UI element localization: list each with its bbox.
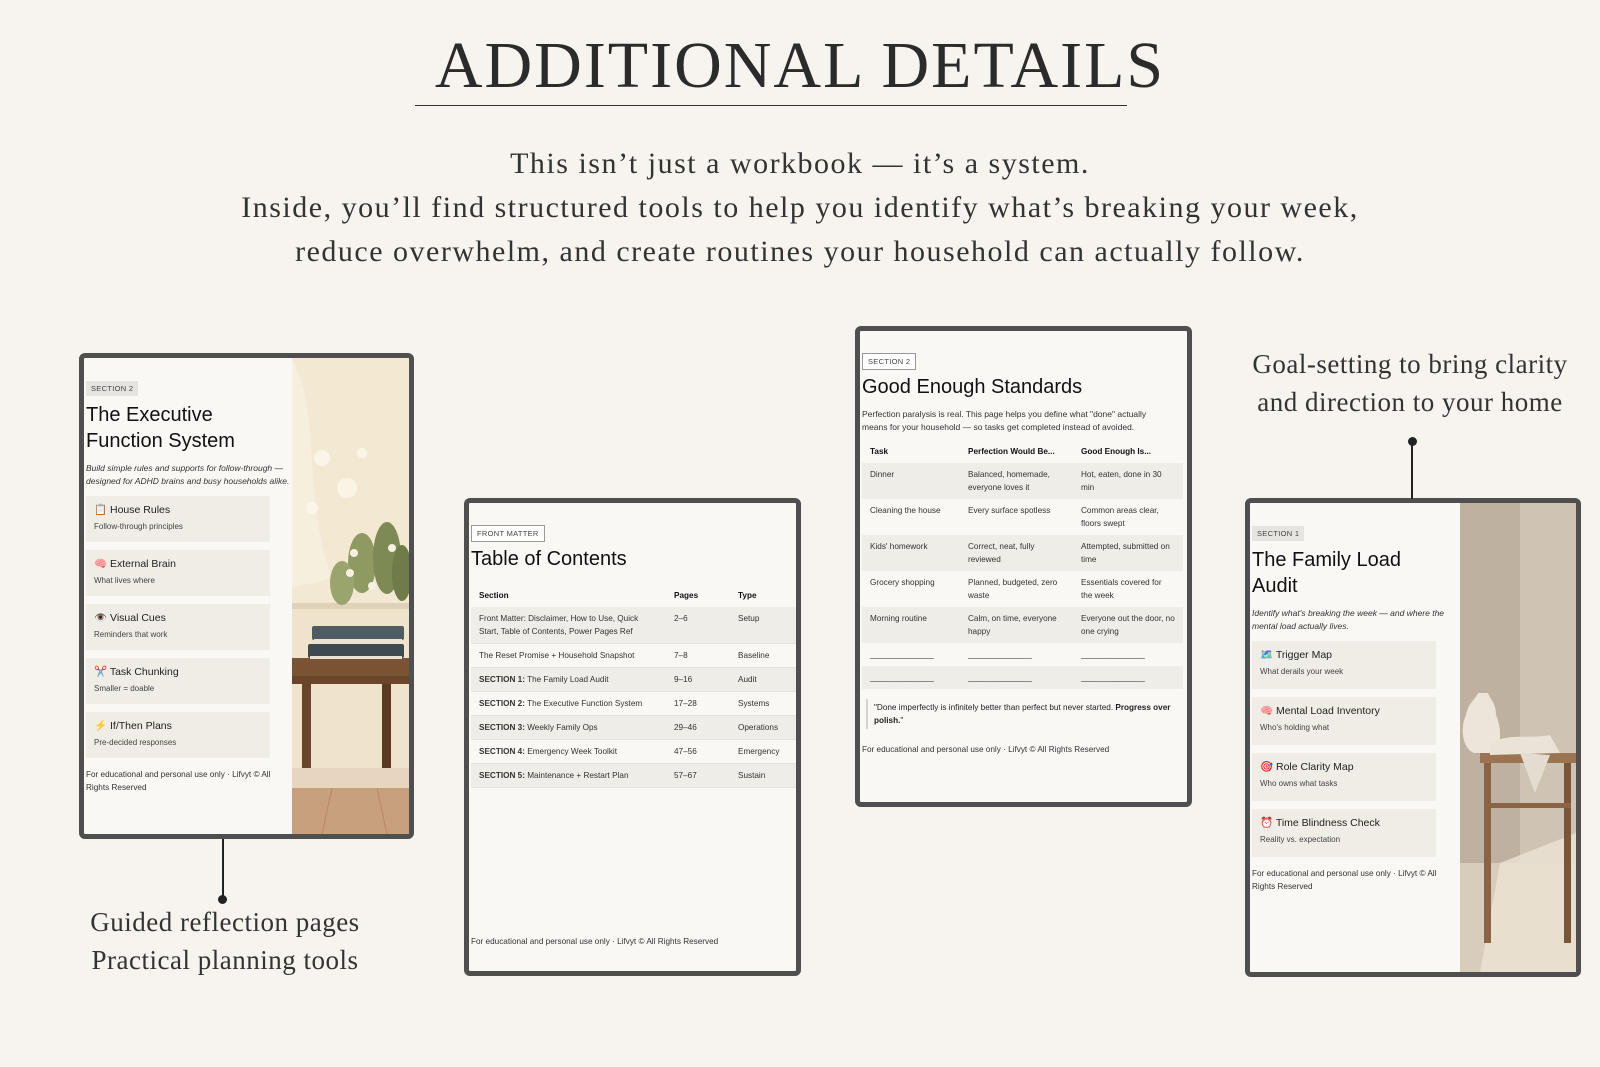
card-footer: For educational and personal use only · Lifvyt © All Rights Reserved: [86, 770, 271, 792]
item-sub: What derails your week: [1260, 667, 1344, 676]
item-label: Role Clarity Map: [1276, 761, 1354, 773]
item-label: House Rules: [110, 504, 171, 516]
table-row: [862, 535, 1183, 571]
row-task: Morning routine: [862, 607, 960, 643]
quote-text: "Done imperfectly is infinitely better than perfect but never started.: [874, 703, 1114, 712]
row-pages: 2–6: [666, 607, 730, 644]
table-row: [862, 571, 1183, 607]
row-prefix: SECTION 3:: [479, 723, 525, 732]
row-pages: 57–67: [666, 764, 730, 788]
target-icon: 🎯: [1260, 761, 1274, 773]
alarm-clock-icon: ⏰: [1260, 817, 1274, 829]
row-perfection: Every surface spotless: [968, 506, 1051, 515]
blank-cell[interactable]: ______________: [1073, 666, 1183, 689]
intro-line-1: This isn’t just a workbook — it’s a system.: [510, 147, 1090, 180]
card-footer: For educational and personal use only · Lifvyt © All Rights Reserved: [1252, 869, 1437, 891]
row-type: Baseline: [730, 644, 796, 668]
list-item[interactable]: [86, 658, 270, 704]
col-header-task: Task: [870, 447, 889, 456]
table-row-blank: [862, 643, 1183, 666]
page-title: ADDITIONAL DETAILS: [434, 29, 1166, 102]
row-section: Maintenance + Restart Plan: [524, 771, 629, 780]
item-sub: Reality vs. expectation: [1260, 835, 1341, 844]
standards-table: [862, 440, 1183, 689]
section-tag: FRONT MATTER: [471, 525, 545, 542]
row-type: Operations: [730, 716, 796, 740]
caption-left-line-1: Guided reflection pages: [90, 907, 360, 937]
eye-icon: 👁️: [94, 612, 108, 624]
row-section: The Executive Function System: [524, 699, 643, 708]
item-sub: Follow-through principles: [94, 522, 183, 531]
toc-table: [471, 584, 796, 788]
row-good-enough: Hot, eaten, done in 30 min: [1073, 463, 1183, 499]
table-row: [862, 607, 1183, 643]
card-table-of-contents: [464, 498, 801, 976]
blank-cell[interactable]: ______________: [960, 666, 1073, 689]
card-executive-function: [79, 353, 414, 839]
card-description: Identify what's breaking the week — and where the mental load actually lives.: [1252, 608, 1445, 631]
quote-block: [866, 699, 1183, 729]
item-list: [86, 496, 270, 758]
list-item[interactable]: [86, 496, 270, 542]
item-label: If/Then Plans: [110, 720, 172, 732]
card-title-line-2: Function System: [86, 430, 235, 452]
card-title: [86, 402, 292, 454]
card-content: [84, 358, 292, 834]
card-title: Table of Contents: [471, 548, 627, 570]
row-perfection: Calm, on time, everyone happy: [960, 607, 1073, 643]
section-tag: SECTION 2: [862, 353, 916, 370]
table-row: [471, 607, 796, 644]
caption-left-line-2: Practical planning tools: [91, 945, 359, 975]
row-pages: 17–28: [666, 692, 730, 716]
list-item[interactable]: [86, 604, 270, 650]
blank-cell[interactable]: ______________: [1081, 650, 1145, 659]
card-footer: For educational and personal use only · Lifvyt © All Rights Reserved: [471, 937, 719, 946]
row-good-enough: Common areas clear, floors swept: [1081, 506, 1159, 528]
brain-icon: 🧠: [1260, 705, 1274, 717]
item-sub: What lives where: [94, 576, 155, 585]
list-item[interactable]: [86, 712, 270, 758]
row-perfection: Planned, budgeted, zero waste: [968, 578, 1058, 600]
row-perfection: Correct, neat, fully reviewed: [960, 535, 1073, 571]
col-header-type: Type: [738, 591, 757, 600]
card-title: [1252, 547, 1460, 599]
card-content: [469, 503, 796, 788]
row-pages: 47–56: [666, 740, 730, 764]
card-title-line-1: The Family Load: [1252, 549, 1401, 571]
col-header-good-enough: Good Enough Is...: [1081, 447, 1152, 456]
card-description: Perfection paralysis is real. This page helps you define what "done" actually means for your household — so tasks get completed instead of avoided.: [862, 409, 1147, 432]
row-type: Emergency: [730, 740, 796, 764]
list-item[interactable]: [1252, 753, 1436, 801]
card-content: [860, 331, 1187, 756]
row-task: Grocery shopping: [870, 578, 935, 587]
blank-cell[interactable]: ______________: [870, 650, 934, 659]
card-good-enough-standards: [855, 326, 1192, 807]
row-section: The Reset Promise + Household Snapshot: [479, 651, 635, 660]
map-icon: 🗺️: [1260, 649, 1274, 661]
col-header-pages: Pages: [674, 591, 699, 600]
caption-right-line-2: and direction to your home: [1257, 387, 1563, 417]
table-row: [471, 740, 796, 764]
blank-cell[interactable]: ______________: [862, 666, 960, 689]
item-label: External Brain: [110, 558, 176, 570]
title-underline: [415, 105, 1127, 106]
row-type: Sustain: [730, 764, 796, 788]
section-tag: SECTION 1: [1252, 526, 1304, 541]
row-prefix: SECTION 4:: [479, 747, 525, 756]
col-header-perfection: Perfection Would Be...: [968, 447, 1055, 456]
col-header-section: Section: [479, 591, 509, 600]
quote-emphasis: Progress over polish.: [874, 703, 1171, 725]
card-title-line-1: The Executive: [86, 404, 213, 426]
row-type: Systems: [730, 692, 796, 716]
plant-books-illustration: [292, 358, 409, 834]
table-row: [471, 692, 796, 716]
item-sub: Who owns what tasks: [1260, 779, 1338, 788]
table-row: [471, 716, 796, 740]
row-good-enough: Attempted, submitted on time: [1073, 535, 1183, 571]
table-header-row: [862, 440, 1183, 463]
row-perfection: Balanced, homemade, everyone loves it: [960, 463, 1073, 499]
list-item[interactable]: [1252, 697, 1436, 745]
card-footer: For educational and personal use only · Lifvyt © All Rights Reserved: [862, 745, 1110, 754]
caption-left: [60, 903, 390, 979]
quote-end: ": [900, 716, 904, 725]
table-row: [862, 499, 1183, 535]
row-type: Audit: [730, 668, 796, 692]
card-family-load-audit: [1245, 498, 1581, 977]
item-label: Trigger Map: [1275, 649, 1333, 661]
row-section: Emergency Week Toolkit: [524, 747, 618, 756]
caption-right: [1230, 345, 1590, 421]
brain-icon: 🧠: [94, 558, 108, 570]
row-pages: 9–16: [666, 668, 730, 692]
caption-right-line-1: Goal-setting to bring clarity: [1252, 349, 1568, 379]
row-section: Weekly Family Ops: [524, 723, 598, 732]
lightning-icon: ⚡: [94, 720, 108, 732]
row-good-enough: Everyone out the door, no one crying: [1073, 607, 1183, 643]
row-task: Kids' homework: [862, 535, 960, 571]
connector-line-right: [1411, 441, 1413, 499]
table-row: [471, 644, 796, 668]
table-row: [471, 764, 796, 788]
table-row: [471, 668, 796, 692]
item-label: Time Blindness Check: [1275, 817, 1380, 829]
table-row: [862, 463, 1183, 499]
blank-cell[interactable]: ______________: [968, 650, 1032, 659]
scissors-icon: ✂️: [94, 666, 108, 678]
table-header-row: [471, 584, 796, 607]
row-pages: 29–46: [666, 716, 730, 740]
item-label: Visual Cues: [110, 612, 166, 624]
table-row-blank: [862, 666, 1183, 689]
clipboard-icon: 📋: [94, 504, 108, 516]
row-prefix: SECTION 2:: [479, 699, 525, 708]
card-title-line-2: Audit: [1252, 575, 1298, 597]
row-task: Dinner: [862, 463, 960, 499]
item-list: [1252, 641, 1436, 857]
row-pages: 7–8: [666, 644, 730, 668]
item-sub: Reminders that work: [94, 630, 168, 639]
item-label: Task Chunking: [109, 666, 179, 678]
row-good-enough: Essentials covered for the week: [1081, 578, 1162, 600]
item-sub: Pre-decided responses: [94, 738, 177, 747]
section-tag: SECTION 2: [86, 381, 138, 396]
list-item[interactable]: [1252, 641, 1436, 689]
row-type: Setup: [730, 607, 796, 644]
row-prefix: SECTION 1:: [479, 675, 525, 684]
item-sub: Who's holding what: [1260, 723, 1330, 732]
row-section: The Family Load Audit: [524, 675, 609, 684]
connector-line-left: [222, 839, 224, 899]
item-sub: Smaller = doable: [94, 684, 155, 693]
intro-line-3: reduce overwhelm, and create routines your household can actually follow.: [295, 235, 1305, 268]
list-item[interactable]: [86, 550, 270, 596]
row-task: Cleaning the house: [870, 506, 941, 515]
card-title: Good Enough Standards: [862, 376, 1083, 398]
item-label: Mental Load Inventory: [1276, 705, 1380, 717]
card-content: [1250, 503, 1460, 972]
intro-text: [0, 142, 1600, 274]
card-description: Build simple rules and supports for follow-through — designed for ADHD brains and busy households alike.: [86, 463, 290, 486]
row-prefix: SECTION 5:: [479, 771, 525, 780]
row-section: Front Matter: Disclaimer, How to Use, Quick Start, Table of Contents, Power Pages Ref: [479, 614, 639, 636]
list-item[interactable]: [1252, 809, 1436, 857]
table-vase-illustration: [1460, 503, 1576, 972]
intro-line-2: Inside, you’ll find structured tools to help you identify what’s breaking your week,: [241, 191, 1359, 224]
